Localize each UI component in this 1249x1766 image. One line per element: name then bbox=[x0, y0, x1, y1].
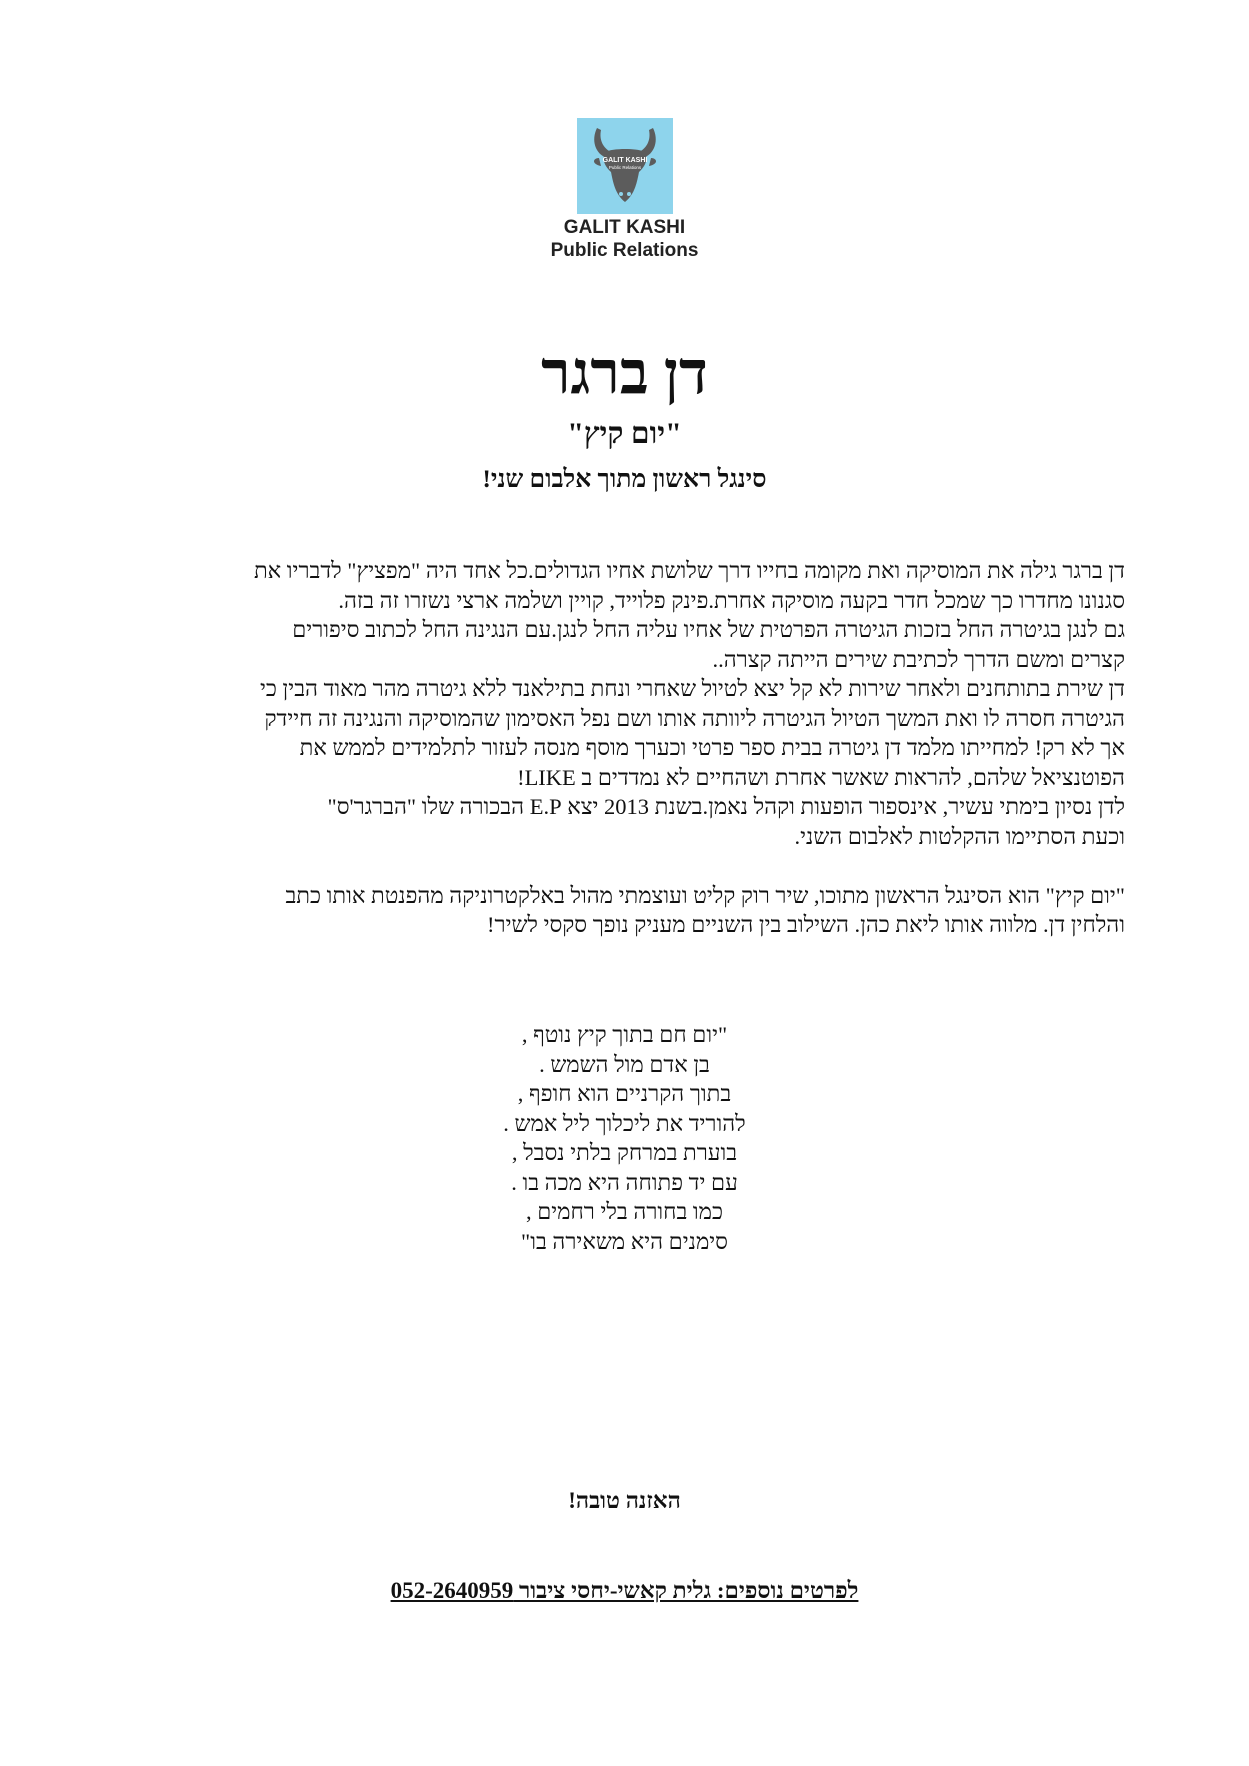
brand-name bbox=[0, 216, 1249, 262]
body-line: גם לנגן בגיטרה החל בזכות הגיטרה הפרטית של אחיו עליה החל לנגן.עם הנגינה החל לכתוב סיפורים bbox=[292, 617, 1125, 642]
lyric-line: "יום חם בתוך קיץ נוטף , bbox=[521, 1022, 728, 1047]
logo-inner-line2: Public Relations bbox=[608, 165, 641, 170]
body-line: והלחין דן. מלווה אותו ליאת כהן. השילוב בין השניים מעניק נופך סקסי לשיר! bbox=[487, 912, 1125, 937]
lyric-line: בן אדם מול השמש . bbox=[539, 1051, 710, 1077]
body-line: הגיטרה חסרה לו ואת המשך הטיול הגיטרה ליוותה אותו ושם נפל האסימון שהמוסיקה והנגינה זה חיידק bbox=[264, 705, 1125, 731]
lyrics-excerpt bbox=[0, 1020, 1249, 1256]
body-line: לדן נסיון בימתי עשיר, אינספור הופעות וקהל נאמן.בשנת 2013 יצא E.P הבכורה שלו "הברגר'ס" bbox=[327, 794, 1125, 819]
lyric-line: עם יד פתוחה היא מכה בו . bbox=[511, 1169, 738, 1195]
closing-line: האזנה טובה! bbox=[568, 1488, 681, 1513]
page-title: דן ברגר bbox=[541, 340, 708, 406]
lyric-line: להוריד את ליכלוך ליל אמש . bbox=[503, 1110, 746, 1136]
bull-head-icon bbox=[577, 118, 673, 214]
logo bbox=[0, 118, 1249, 219]
lyric-line: בתוך הקרניים הוא חופף , bbox=[517, 1081, 732, 1106]
body-line: אך לא רק! למחייתו מלמד דן גיטרה בבית ספר פרטי וכערך מוסף מנסה לעזור לתלמידים לממש את bbox=[299, 735, 1125, 760]
tagline: סינגל ראשון מתוך אלבום שני! bbox=[482, 466, 767, 493]
body-line: הפוטנציאל שלהם, להראות שאשר אחרת ושהחיים לא נמדדים ב LIKE! bbox=[517, 764, 1125, 790]
article-body bbox=[125, 556, 1125, 940]
brand-line1: GALIT KASHI bbox=[563, 217, 686, 238]
contact-line: לפרטים נוספים: גלית קאשי-יחסי ציבור 052-2640959 bbox=[390, 1578, 859, 1603]
body-line: וכעת הסתיימו ההקלטות לאלבום השני. bbox=[794, 823, 1125, 849]
body-line: דן שירת בתותחנים ולאחר שירות לא קל יצא לטיול שאחרי ונחת בתילאנד ללא גיטרה מהר מאוד הבין כי bbox=[260, 676, 1125, 701]
body-line: דן ברגר גילה את המוסיקה ואת מקומה בחייו דרך שלושת אחיו הגדולים.כל אחד היה "מפציץ" לדבריו את bbox=[253, 558, 1125, 583]
lyric-line: בוערת במרחק בלתי נסבל , bbox=[511, 1140, 738, 1165]
body-line: "יום קיץ" הוא הסינגל הראשון מתוכו, שיר רוק קליט ועוצמתי מהול באלקטרוניקה מהפנטת אותו כתב bbox=[285, 882, 1125, 908]
body-line: קצרים ומשם הדרך לכתיבת שירים הייתה קצרה.. bbox=[712, 646, 1125, 672]
body-line: סגנונו מחדרו כך שמכל חדר בקעה מוסיקה אחרת.פינק פלוייד, קויין ושלמה ארצי נשזרו זה בזה. bbox=[338, 587, 1125, 613]
song-title: "יום קיץ" bbox=[567, 417, 682, 450]
lyric-line: סימנים היא משאירה בו" bbox=[521, 1228, 728, 1254]
paragraph-spacer bbox=[125, 851, 1125, 881]
logo-inner-line1: GALIT KASHI bbox=[602, 157, 647, 164]
brand-line2: Public Relations bbox=[550, 240, 699, 261]
lyric-line: כמו בחורה בלי רחמים , bbox=[525, 1199, 724, 1224]
